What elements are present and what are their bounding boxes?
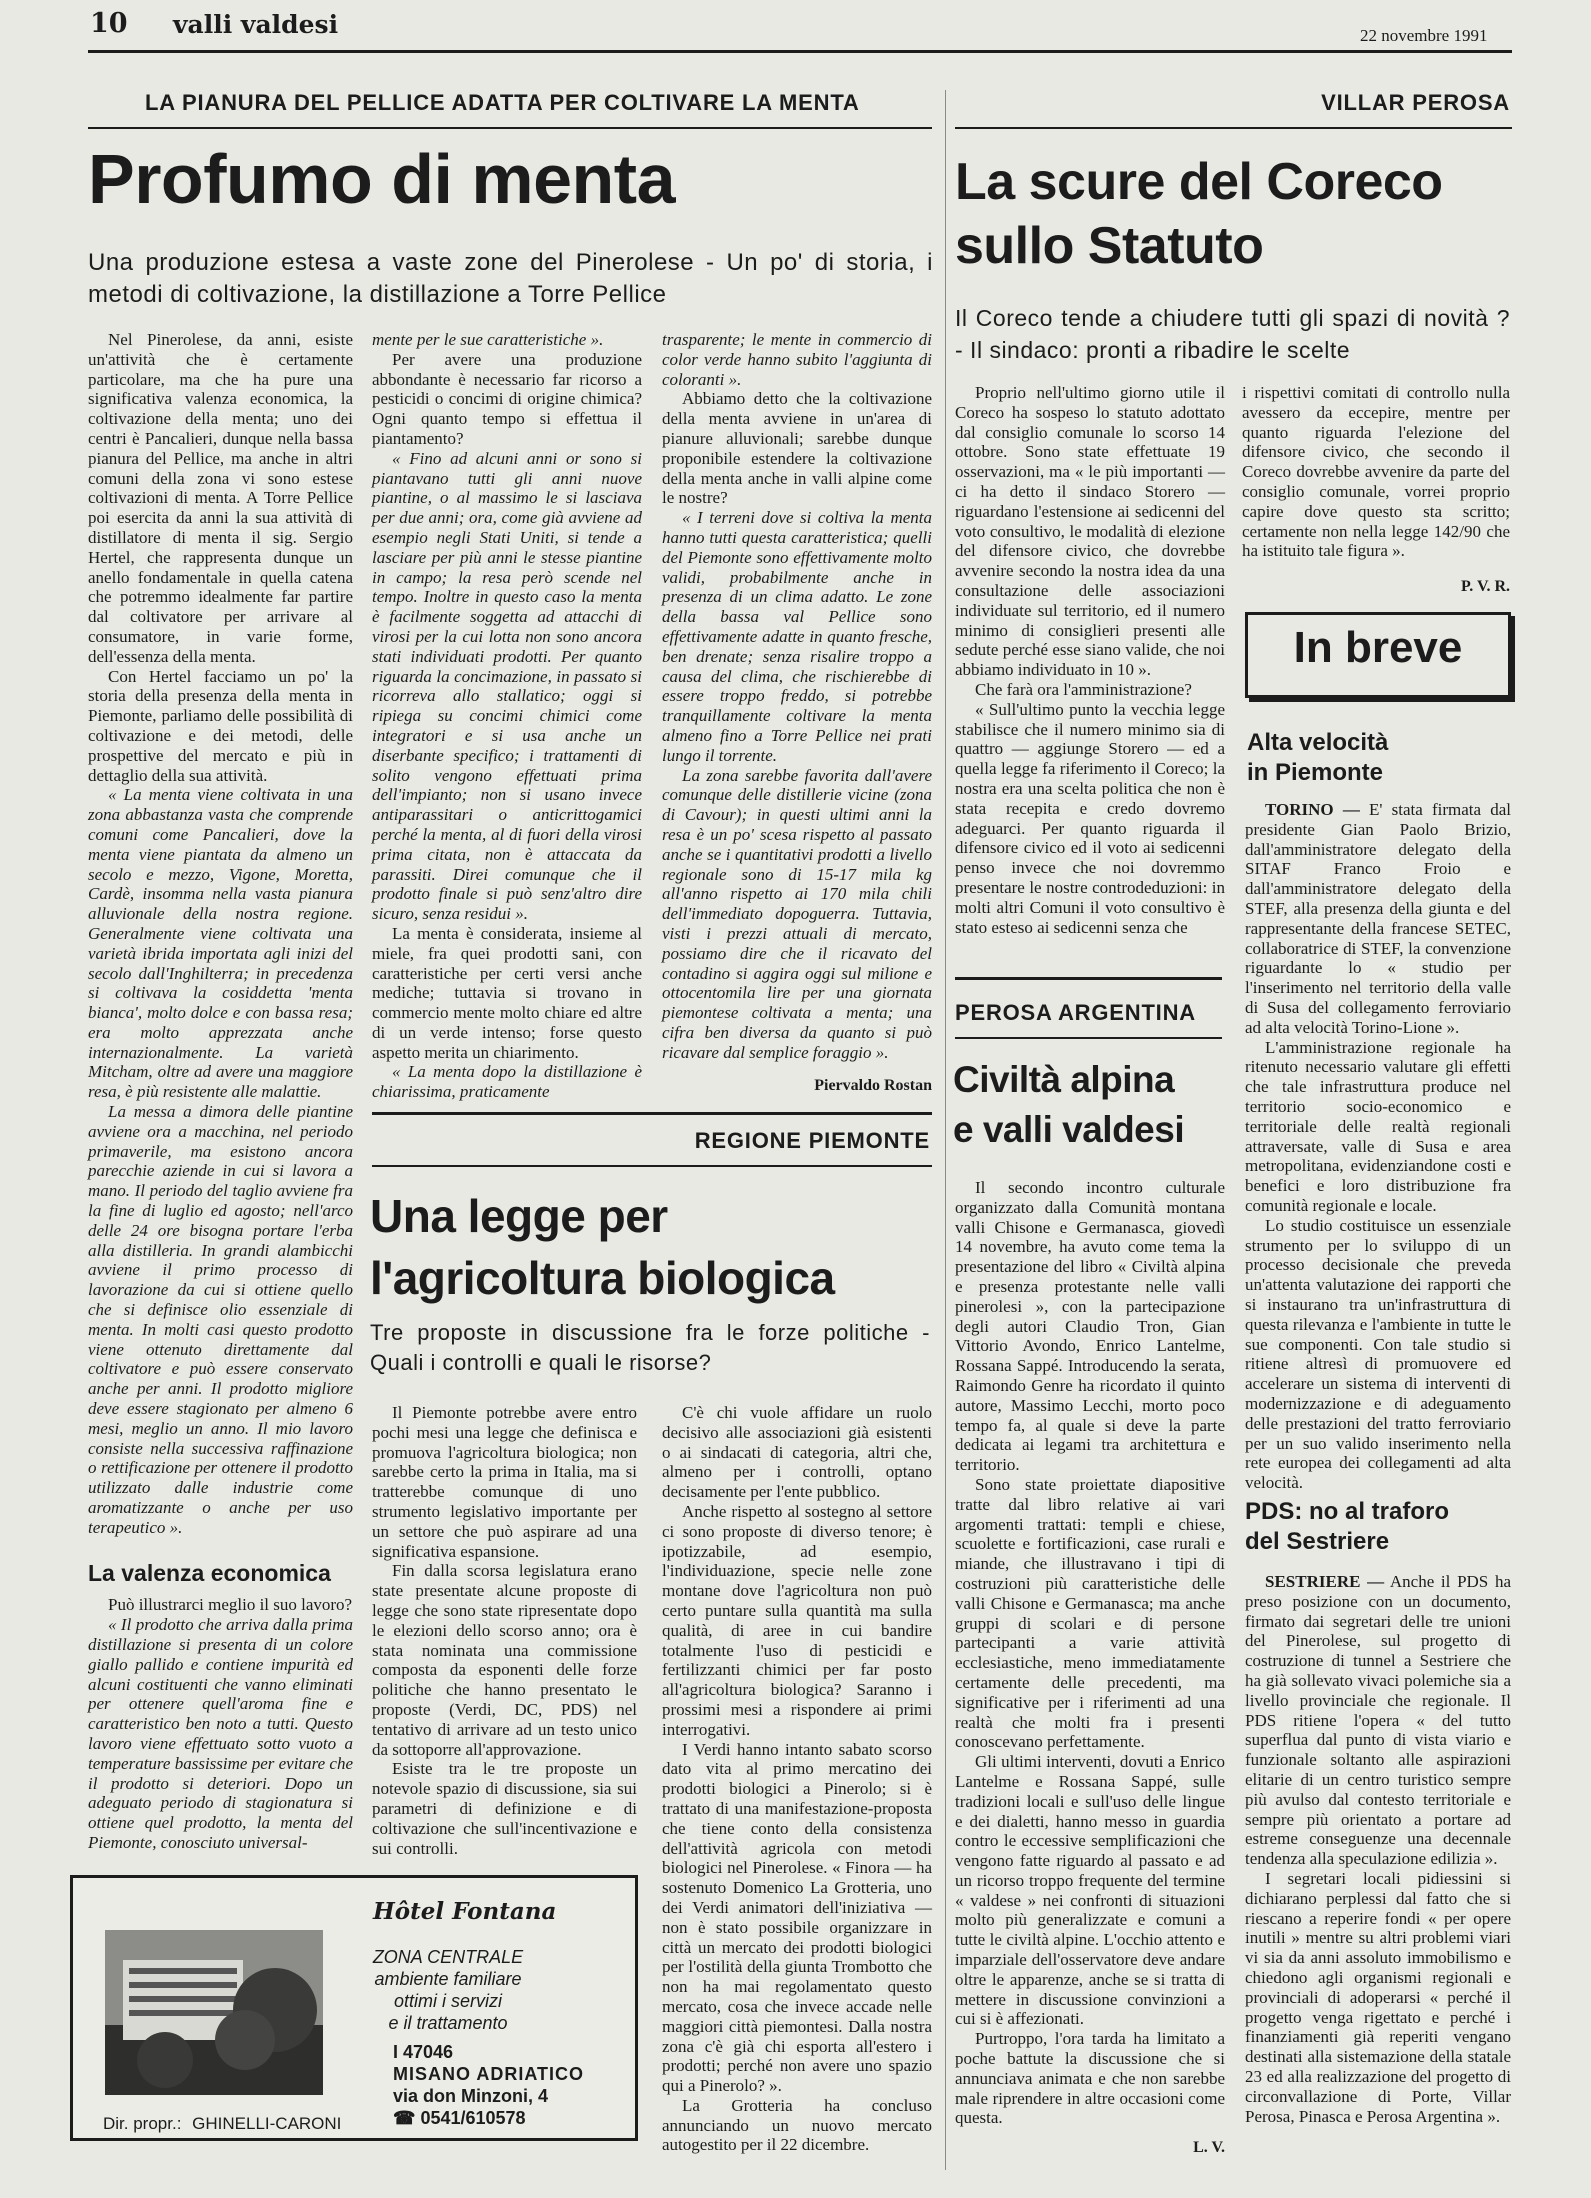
paragraph: C'è chi vuole affidare un ruolo decisivo alle associazioni già esistenti o ai sindacati di categoria, altri che, almeno per i controlli, optano decisamente per l'ente pubblico.	[662, 1403, 932, 1502]
civilta-title-line-1: Civiltà alpina	[953, 1059, 1175, 1100]
biologica-column-1	[372, 1403, 637, 1858]
hotel-phone: 0541/610578	[420, 2108, 526, 2128]
telephone-icon: ☎	[393, 2108, 416, 2128]
biologica-headline	[370, 1185, 835, 1309]
hotel-tagline	[363, 1946, 533, 2034]
paragraph: La menta è considerata, insieme al miele, fra quei prodotti sani, con caratteristiche per certi versi anche mediche; tuttavia si trovano in commercio mente molto chiare ed altre di un verde intenso; forse questo aspetto merita un chiarimento.	[372, 923, 642, 1062]
biologica-deck: Tre proposte in discussione fra le forze politiche - Quali i controlli e quali le risorse?	[370, 1320, 930, 1375]
quote: La messa a dimora delle piantine avviene ora a macchina, nel periodo primaverile, ma esistono ancora parecchie aziende in cui si lavora a mano. Il periodo del taglio avviene fra la fine di luglio ed agosto; nell'arco delle 24 ore bisogna portare l'erba alla distilleria. In grandi alambicchi avviene il primo processo di lavorazione da cui si ottiene quello che si definisce olio essenziale di menta. In molti casi questo prodotto viene ottenuto direttamente dal coltivatore e può essere conservato anche per anni. Il prodotto migliore deve essere stagionato per almeno 6 mesi, meglio un anno. Il mio lavoro consiste nella successiva raffinazione o rettificazione per ottenere il prodotto utilizzato dalle industrie come aromatizzante o anche per uso terapeutico ».	[88, 1102, 353, 1537]
paragraph: I segretari locali pidiessini si dichiarano perplessi dal fatto che si riescano a reperire fondi « per opere inutili » mentre su altri problemi viari vi sia da anni assoluto immobilismo e chiedono agli organismi regionali e provinciali di adoperarsi « perché il progetto venga rigettato e perché i finanziamenti già reperiti vengano destinati alla sistemazione della statale 23 ed alla realizzazione del progetto di circonvallazione di Porte, Villar Perosa, Pinasca e Perosa Argentina ».	[1245, 1868, 1511, 2126]
item1-title-line-1: Alta velocità	[1247, 729, 1389, 756]
paragraph: Può illustrarci meglio il suo lavoro?	[108, 1595, 353, 1615]
paragraph-text: E' stata firmata dal presidente Gian Paolo Brizio, dall'amministratore delegato della SITAF Franco Froio e dall'amministratore delegato della STEF, alla presenza della giunta e del rappresentante della francese SETEC, collaboratrice di STEF, la convenzione riguardante lo « studio per l'inserimento nel territorio della valle di Susa del collegamento ferroviario ad alta velocità Torino-Lione ».	[1245, 800, 1511, 1037]
quote: mente per le sue caratteristiche ».	[372, 330, 604, 349]
in-breve-item-1	[1245, 800, 1511, 1493]
menta-column-1	[88, 330, 353, 1853]
biologica-title-line-2: l'agricoltura biologica	[370, 1252, 835, 1304]
paragraph: Nel Pinerolese, da anni, esiste un'attività che è certamente particolare, ma che ha pure una significativa valenza economica, la coltivazione della menta; uno dei centri è Pancalieri, dunque nella bassa pianura del Pellice, ma anche in altri comuni della zona vi sono estese coltivazioni di menta. A Torre Pellice poi esercita da anni la sua attività di distillatore di menta il sig. Sergio Hertel, che rappresenta dunque un anello fondamentale in quella catena che potremmo idealmente far partire dal coltivatore per arrivare al consumatore, in varie forme, dell'essenza della menta.	[88, 330, 353, 666]
paragraph: Il secondo incontro culturale organizzato dalla Comunità montana valli Chisone e Germanasca, giovedì 14 novembre, ha avuto come tema la presentazione del libro « Civiltà alpina e presenza protestante nelle valli pinerolesi », con la partecipazione degli autori Claudio Tron, Gian Vittorio Avondo, Enrico Lantelme, Rossana Sappé. Introducendo la serata, Raimondo Genre ha ricordato il quinto autore, Massimo Lecchi, morto poco tempo fa, al quale si deve la parte dedicata ai legami tra architettura e territorio.	[955, 1178, 1225, 1475]
coreco-title-line-2: sullo Statuto	[955, 217, 1264, 275]
paragraph: Gli ultimi interventi, dovuti a Enrico Lantelme e Rossana Sappé, sulle tradizioni locali e sull'uso delle lingue e dei dialetti, hanno messo in guardia contro le eccessive semplificazioni che vengono fatte riguardo al passato e ad un ricorso troppo frequente del termine « valdese » nei confronti di situazioni molto più generalizzate e comuni a tutte le civiltà alpine. L'occhio attento e imparziale dell'osservatore deve andare oltre le apparenze, anche se si tratta di mettere in discussione convinzioni a cui si è affezionati.	[955, 1752, 1225, 2029]
in-breve-label: In breve	[1293, 623, 1463, 672]
civilta-kicker: PEROSA ARGENTINA	[955, 1000, 1196, 1025]
quote: « Fino ad alcuni anni or sono si piantavano tutti gli anni nuove piantine, o al massimo le si lasciava per due anni; ora, come già avviene ad esempio negli Stati Uniti, si tende a lasciare per più anni le stesse piantine in campo; la resa però scende nel tempo. Inoltre in questo caso la menta è facilmente soggetta ad attacchi di virosi per la cui lotta non sono ancora stati individuati prodotti. Per quanto riguarda la concimazione, in passato si ricorreva allo stallatico; oggi si ripiega su concimi chimici come integratori e si usa anche un diserbante specifico; i trattamenti di solito vengono effettuati prima dell'impianto; non si usano invece antiparassitari o anticrittogamici perché la menta, al di fuori della virosi prima citata, non è attaccata da parassiti. Direi comunque che il prodotto finale si può senz'altro dire sicuro, senza residui ».	[372, 448, 642, 924]
coreco-column-2	[1242, 383, 1510, 597]
paragraph: I Verdi hanno intanto sabato scorso dato vita al primo mercatino dei prodotti biologici a Pinerolo; si è trattato di una manifestazione-proposta che tiene conto della consistenza dell'attività agricola con metodi biologici nel Pinerolese. « Finora — ha sostenuto Domenico La Grotteria, uno dei Verdi animatori dell'iniziativa — non è stato possibile organizzare in città un mercato dei prodotti biologici per l'ostilità della giunta Trombotto che non ha mai regolamentato questo mercato, cosa che invece accade nelle maggiori città piemontesi. Dalla nostra zona c'è già chi esporta all'estero i prodotti; perché non avere uno spazio qui a Pinerolo? ».	[662, 1739, 932, 2096]
hotel-postcode: I 47046	[393, 2042, 454, 2062]
hotel-name: Hôtel Fontana	[373, 1898, 557, 1925]
paragraph: Anche rispetto al sostegno al settore ci sono proposte di diverso tenore; è ipotizzabile, ad esempio, l'individuazione, specie nelle zone montane dove l'agricoltura non può certo puntare sulla quantità ma sulla qualità, di aree in cui bandire totalmente l'uso di pesticidi e fertilizzanti chimici per far posto all'agricoltura biologica? Saranno i prossimi mesi a rispondere ai primi interrogativi.	[662, 1501, 932, 1739]
quote: « I terreni dove si coltiva la menta hanno tutti questa caratteristica; quelli del Piemonte sono effettivamente molto validi, probabilmente anche in presenza di un clima adatto. Le zone della bassa val Pellice sono effettivamente adatte in quanto fresche, ben drenate; senza risalire troppo a causa del clima, che rischierebbe di essere troppo freddo, si potrebbe tranquillamente coltivare la menta almeno fino a Torre Pellice nei prati lungo il torrente.	[662, 508, 932, 765]
paragraph: « Sull'ultimo punto la vecchia legge stabilisce che il numero minimo sia di quattro — aggiunge Storero — ed a quella legge fa riferimento il Coreco; la nostra era una scelta politica che non è stata recepita e credo dovremo adeguarci. Per quanto riguarda il difensore civico ed il voto ai sedicenni penso invece che noi dovremmo presentare le nostre controdeduzioni: in molti altri Comuni il voto consultivo è stato esteso ai sedicenni senza che	[955, 699, 1225, 937]
item2-title-line-2: del Sestriere	[1245, 1528, 1390, 1555]
coreco-headline	[955, 150, 1443, 278]
biologica-kicker-rule	[372, 1165, 932, 1167]
civilta-signature: L. V.	[1193, 2139, 1225, 2157]
paragraph: Fin dalla scorsa legislatura erano state presentate alcune proposte di legge che sono state ripresentate dopo le elezioni dello scorso anno; ora è stata nominata una commissione composta da esponenti delle forze politiche che hanno presentato le proposte (Verdi, DC, PDS) nel tentativo di arrivare ad un testo unico da sottoporre all'approvazione.	[372, 1561, 637, 1759]
paragraph	[1245, 1572, 1511, 1869]
civilta-kicker-rule	[955, 1037, 1222, 1039]
menta-signature: Piervaldo Rostan	[814, 1077, 932, 1095]
quote: « La menta dopo la distillazione è chiarissima, praticamente	[372, 1062, 642, 1102]
menta-kicker-rule	[88, 127, 932, 129]
quote: La zona sarebbe favorita dall'avere comunque delle distillerie vicine (zona di Cavour); in questi ultimi anni la resa è un po' scesa rispetto al passato anche se i quantitativi prodotti a livello regionale sono di 15-17 mila kg all'anno rispetto ai 170 mila chili dell'immediato dopoguerra. Tuttavia, visti i prezzi attuali di mercato, possiamo dire che il ricavato del contadino si aggira oggi sul milione e ottocentomila lire per una giornata piemontese coltivata a menta; una cifra ben diversa da quanto si può ricavare dal semplice foraggio ».	[662, 765, 932, 1062]
dateline: TORINO —	[1265, 800, 1360, 819]
coreco-title-line-1: La scure del Coreco	[955, 153, 1443, 211]
paragraph: Purtroppo, l'ora tarda ha limitato a poche battute la discussione che si annunciava animata e che non sarebbe male riprendere in altre occasioni come questa.	[955, 2029, 1225, 2128]
paragraph: Sono state proiettate diapositive tratte dal libro relative ai vari argomenti trattati: templi e chiese, scuolette e fortificazioni, case rurali e miande, che illustravano i tipi di costruzioni più caratteristiche delle valli Chisone e Germanasca; ma anche gruppi di scolari e di persone partecipanti a varie attività ecclesiastiche, meno immediatamente certamente delle precedenti, ma significative per i riferimenti ad una realtà che molti fra i presenti conoscevano perfettamente.	[955, 1474, 1225, 1752]
biologica-column-2	[662, 1403, 932, 2155]
page-number: 10	[90, 8, 128, 39]
menta-headline: Profumo di menta	[88, 140, 676, 218]
hotel-phone-row	[393, 2107, 584, 2129]
in-breve-item-2-title	[1245, 1497, 1449, 1557]
paragraph: La Grotteria ha concluso annunciando un nuovo mercato autogestito per il 22 dicembre.	[662, 2095, 932, 2155]
in-breve-item-2	[1245, 1572, 1511, 2126]
biologica-title-line-1: Una legge per	[370, 1190, 668, 1242]
paragraph: Esiste tra le tre proposte un notevole spazio di discussione, sia sui parametri di definizione e di coltivazione che sull'incentivazione e sui controlli.	[372, 1759, 637, 1858]
civilta-title-line-2: e valli valdesi	[953, 1109, 1185, 1150]
paragraph: Lo studio costituisce un essenziale strumento per lo sviluppo di un processo decisionale che preveda un'attenta valutazione dei rapporti che si instaurano tra un'infrastruttura di questa rilevanza e l'ambiente in tutte le sue componenti. Con tale studio si ritiene altresì di promuovere ed accelerare un sistema di interventi di modernizzazione e di adeguamento delle prestazioni del tratto ferroviario per un suo valido inserimento nella rete europea dei collegamenti ad alta velocità.	[1245, 1215, 1511, 1493]
in-breve-item-1-title	[1247, 728, 1388, 788]
paragraph	[1245, 800, 1511, 1038]
coreco-signature: P. V. R.	[1460, 578, 1510, 596]
paragraph: Con Hertel facciamo un po' la storia della presenza della menta in Piemonte, parliamo delle possibilità di coltivazione e dei metodi, delle prospettive del mercato e più in dettaglio della sua attività.	[88, 666, 353, 785]
hotel-photo-icon	[105, 1930, 323, 2095]
hotel-city: MISANO ADRIATICO	[393, 2064, 584, 2084]
item1-title-line-2: in Piemonte	[1247, 759, 1384, 786]
hotel-ad	[70, 1875, 638, 2141]
civilta-column	[955, 1178, 1225, 2158]
paragraph: L'amministrazione regionale ha ritenuto necessario valutare gli effetti che tale infrastruttura produce nel territorio socio-economico e territoriale delle realtà regionali attraversate, valle di Susa e area metropolitana, evidenziandone costi e benefici e loro distribuzione fra comunità regionale e locale.	[1245, 1037, 1511, 1215]
paragraph-text: Anche il PDS ha preso posizione con un documento, firmato dai segretari delle tre unioni del Pinerolese, sul progetto di costruzione di tunnel a Sestriere che ha già sollevato vivaci polemiche sia a livello provinciale che regionale. Il PDS ritiene l'opera « del tutto superflua dal punto di vista viario e funzionale soltanto alle aspirazioni elitarie di un centro turistico sempre più avulso dal contesto territoriale e sempre più orientato a portare ad estreme conseguenze una decennale tendenza alla speculazione edilizia ».	[1245, 1572, 1511, 1869]
coreco-kicker-rule	[955, 127, 1512, 129]
item2-title-line-1: PDS: no al traforo	[1245, 1498, 1450, 1525]
hotel-line-3: ottimi i servizi	[393, 1991, 502, 2011]
hotel-line-2: ambiente familiare	[374, 1969, 522, 1989]
paragraph: Il Piemonte potrebbe avere entro pochi mesi una legge che definisca e promuova l'agricoltura biologica; non sarebbe certo la prima in Italia, ma si tratterebbe comunque di uno strumento legislativo importante per un settore che può aspirare ad una significativa espansione.	[372, 1403, 637, 1561]
paragraph: Proprio nell'ultimo giorno utile il Coreco ha sospeso lo statuto adottato dal consiglio comunale lo scorso 14 ottobre. Sono state effettuate 19 osservazioni, ma « le più importanti — ci ha detto il sindaco Storero — riguardano l'estensione ai sedicenni del voto consultivo, le modalità di elezione del difensore civico, che dovrebbe avvenire secondo la nostra idea da una consultazione delle associazioni individuate sul territorio, ed il numero minimo di consiglieri presenti alle sedute perché esse siano valide, che noi abbiamo individuato in 10 ».	[955, 383, 1225, 680]
civilta-top-rule	[955, 977, 1222, 980]
dateline: SESTRIERE —	[1265, 1572, 1385, 1591]
hotel-owner	[103, 2114, 341, 2134]
coreco-column-1	[955, 383, 1225, 937]
menta-kicker: LA PIANURA DEL PELLICE ADATTA PER COLTIVARE LA MENTA	[145, 90, 860, 115]
paragraph: Che farà ora l'amministrazione?	[975, 679, 1192, 699]
coreco-deck: Il Coreco tende a chiudere tutti gli spazi di novità ? - Il sindaco: pronti a ribadire le scelte	[955, 305, 1510, 363]
masthead-rule	[88, 50, 1512, 53]
hotel-owner-name: GHINELLI-CARONI	[192, 2114, 342, 2133]
hotel-line-4: e il trattamento	[388, 2013, 508, 2033]
quote: « La menta viene coltivata in una zona abbastanza vasta che comprende comuni come Pancalieri, dove la menta viene piantata da almeno un secolo e mezzo, Vigone, Moretta, Cardè, insomma nella vasta pianura alluvionale della nostra regione. Generalmente viene coltivata una varietà ibrida importata agli inizi del secolo dall'Inghilterra; in precedenza si coltivava la cosiddetta 'menta bianca', molto dolce e con bassa resa; era molto apprezzata anche internazionalmente. La varietà Mitcham, oltre ad avere una maggiore resa, è più resistente alle malattie.	[88, 785, 353, 1102]
hotel-address	[393, 2041, 584, 2129]
menta-subhead: La valenza economica	[88, 1559, 331, 1586]
paragraph: Per avere una produzione abbondante è necessario far ricorso a pesticidi o concimi di origine chimica? Ogni quanto tempo si effettua il piantamento?	[372, 349, 642, 448]
menta-column-3	[662, 330, 932, 1096]
issue-date: 22 novembre 1991	[1360, 26, 1488, 45]
paper-name: valli valdesi	[173, 10, 339, 39]
column-separator	[945, 90, 946, 2170]
menta-column-2	[372, 330, 642, 1102]
biologica-kicker: REGIONE PIEMONTE	[694, 1128, 930, 1153]
in-breve-box	[1245, 612, 1511, 698]
civilta-headline	[953, 1055, 1184, 1155]
menta-deck: Una produzione estesa a vaste zone del Pinerolese - Un po' di storia, i metodi di coltivazione, la distillazione a Torre Pellice	[88, 249, 933, 308]
paragraph: i rispettivi comitati di controllo nulla avessero da eccepire, mentre per quanto riguarda l'elezione del difensore civico, che secondo il Coreco dovrebbe avvenire da parte del consiglio comunale, vorrei proprio capire dove questo sta scritto; certamente non nella legge 142/90 che ha istituito tale figura ».	[1242, 383, 1510, 561]
hotel-line-1: ZONA CENTRALE	[372, 1947, 524, 1967]
paragraph: Abbiamo detto che la coltivazione della menta avviene in un'area di pianure alluvionali; sarebbe dunque proponibile estendere la coltivazione della menta anche in valli alpine come le nostre?	[662, 389, 932, 508]
quote: trasparente; le mente in commercio di color verde hanno subito l'aggiunta di coloranti ».	[662, 330, 932, 389]
biologica-top-rule	[372, 1112, 932, 1115]
hotel-street: via don Minzoni, 4	[393, 2086, 549, 2106]
hotel-owner-label: Dir. propr.:	[103, 2114, 182, 2133]
quote: « Il prodotto che arriva dalla prima distillazione si presenta di un colore giallo pallido e contiene impurità ed alcuni costituenti che vanno eliminati per ottenere quell'aroma fine e caratteristico ben noto a tutti. Questo lavoro viene effettuato sotto vuoto a temperature bassissime per evitare che il prodotto si deteriori. Dopo un adeguato periodo di stagionatura si ottiene quel prodotto, la menta del Piemonte, conosciuto universal-	[88, 1615, 354, 1852]
coreco-kicker: VILLAR PEROSA	[1321, 90, 1510, 115]
